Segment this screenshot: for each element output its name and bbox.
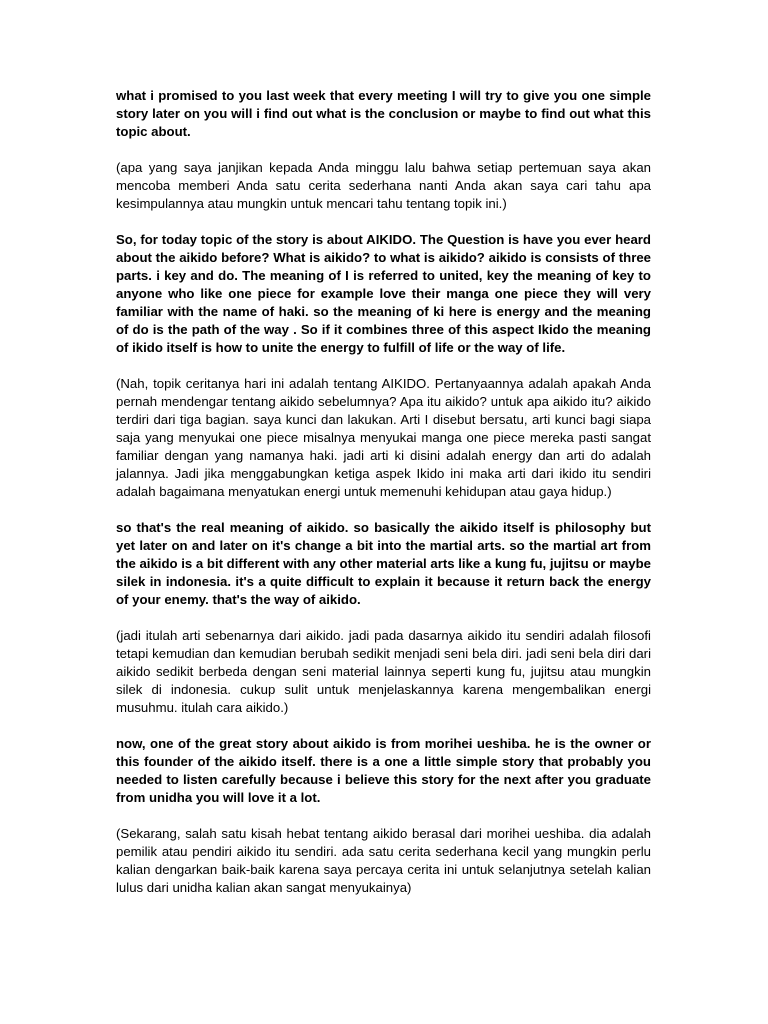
paragraph-indonesian-ueshiba-story: (Sekarang, salah satu kisah hebat tentang aikido berasal dari morihei ueshiba. dia adalah pemilik atau pendiri aikido itu sendiri. ada satu cerita sederhana kecil yang mungkin perlu kalian dengarkan baik-baik karena saya percaya cerita ini untuk selanjutnya setelah kalian lulus dari unidha kalian akan sangat menyukainya) <box>116 826 651 895</box>
document-page <box>116 87 651 915</box>
paragraph-english-martial-art: so that's the real meaning of aikido. so basically the aikido itself is philosophy but yet later on and later on it's change a bit into the martial arts. so the martial art from the aikido is a bit different with any other material arts like a kung fu, jujitsu or maybe silek in indonesia. it's a quite difficult to explain it because it return back the energy of your enemy. that's the way of aikido. <box>116 520 651 607</box>
paragraph-indonesian-martial-art: (jadi itulah arti sebenarnya dari aikido. jadi pada dasarnya aikido itu sendiri adalah filosofi tetapi kemudian dan kemudian berubah sedikit menjadi seni bela diri. jadi seni bela diri dari aikido sedikit berbeda dengan seni material lainnya seperti kung fu, jujitsu atau mungkin silek di indonesia. cukup sulit untuk menjelaskannya karena mengembalikan energi musuhmu. itulah cara aikido.) <box>116 628 651 715</box>
paragraph-indonesian-aikido-meaning: (Nah, topik ceritanya hari ini adalah tentang AIKIDO. Pertanyaannya adalah apakah Anda pernah mendengar tentang aikido sebelumnya? Apa itu aikido? untuk apa aikido itu? aikido terdiri dari tiga bagian. saya kunci dan lakukan. Arti I disebut bersatu, arti kunci bagi siapa saja yang menyukai one piece misalnya menyukai manga one piece mereka pasti sangat familiar dengan yang namanya haki. jadi arti ki disini adalah energy dan arti do adalah jalannya. Jadi jika menggabungkan ketiga aspek Ikido ini maka arti dari ikido itu sendiri adalah bagaimana menyatukan energi untuk memenuhi kehidupan atau gaya hidup.) <box>116 376 651 499</box>
paragraph-indonesian-intro: (apa yang saya janjikan kepada Anda minggu lalu bahwa setiap pertemuan saya akan mencoba memberi Anda satu cerita sederhana nanti Anda akan saya cari tahu apa kesimpulannya atau mungkin untuk mencari tahu tentang topik ini.) <box>116 160 651 211</box>
paragraph-english-ueshiba-story: now, one of the great story about aikido is from morihei ueshiba. he is the owner or this founder of the aikido itself. there is a one a little simple story that probably you needed to listen carefully because i believe this story for the next after you graduate from unidha you will love it a lot. <box>116 736 651 805</box>
paragraph-english-intro: what i promised to you last week that every meeting I will try to give you one simple story later on you will i find out what is the conclusion or maybe to find out what this topic about. <box>116 88 651 139</box>
paragraph-english-aikido-meaning: So, for today topic of the story is about AIKIDO. The Question is have you ever heard about the aikido before? What is aikido? to what is aikido? aikido is consists of three parts. i key and do. The meaning of I is referred to united, key the meaning of key to anyone who like one piece for example love their manga one piece they will very familiar with the name of haki. so the meaning of ki here is energy and the meaning of do is the path of the way . So if it combines three of this aspect Ikido the meaning of ikido itself is how to unite the energy to fulfill of life or the way of life. <box>116 232 651 355</box>
